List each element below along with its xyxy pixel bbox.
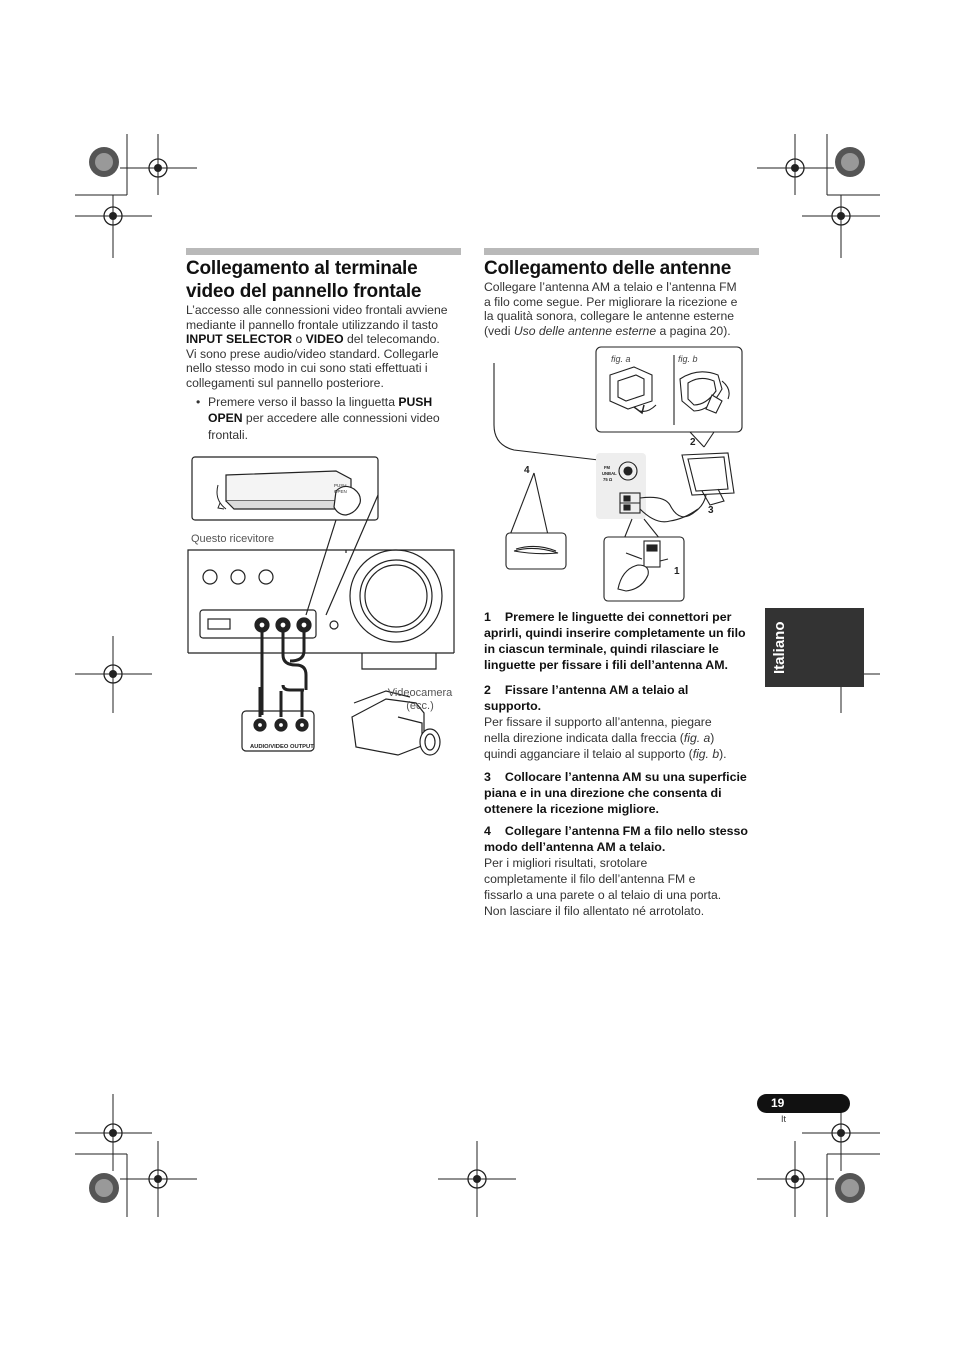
text-line	[208, 394, 461, 410]
callout-1: 1	[674, 566, 680, 577]
heading-line: video del pannello frontale	[186, 281, 422, 302]
bullet-marker: •	[196, 395, 201, 409]
text-line: Collegare l’antenna AM a telaio e l’antenna FM	[484, 280, 737, 294]
text-line: nello stesso modo in cui sono stati effettuati i	[186, 361, 428, 376]
text-line: completamente il filo dell’antenna FM e	[484, 872, 696, 886]
text-line	[484, 324, 760, 339]
heading-line: Collegamento al terminale	[186, 258, 418, 279]
front-panel-illustration	[186, 455, 461, 765]
text-fragment: o	[292, 332, 306, 347]
text-line: la qualità sonora, collegare le antenne esterne	[484, 309, 735, 324]
text-line: (ecc.)	[406, 700, 434, 712]
push-tab-label: PUSH	[334, 483, 347, 488]
text-fragment: ).	[719, 747, 727, 761]
text-fragment: per accedere alle connessioni video	[242, 411, 440, 426]
antenna-intro-paragraph	[484, 280, 760, 338]
fig-a-label: fig. a	[611, 354, 631, 364]
text-line	[208, 410, 461, 426]
text-line: Per fissare il supporto all’antenna, piegare	[484, 715, 712, 729]
text-fragment: (vedi	[484, 323, 514, 338]
antenna-illustration	[484, 345, 764, 607]
step-number: 1	[484, 610, 491, 624]
text-line: aprirli, quindi inserire completamente un filo	[484, 626, 746, 640]
fm-terminal-label: UNBAL	[602, 471, 617, 476]
text-line: piana e in una direzione che consenta di	[484, 786, 722, 800]
text-fragment: Premere le linguette dei connettori per	[504, 610, 732, 624]
text-line: modo dell’antenna AM a telaio.	[484, 840, 666, 854]
callout-4: 4	[524, 465, 530, 476]
text-line	[484, 746, 764, 762]
text-line: frontali.	[208, 427, 248, 442]
text-line: a filo come segue. Per migliorare la ricezione e	[484, 294, 738, 309]
key-video: VIDEO	[305, 332, 344, 347]
text-line: Vi sono prese audio/video standard. Collegarle	[186, 346, 439, 361]
section-rule-left	[186, 248, 461, 255]
step-number: 2	[484, 683, 491, 697]
section-heading-video	[186, 257, 421, 303]
text-fragment: nella direzione indicata dalla freccia (	[484, 731, 684, 745]
text-line: collegamenti sul pannello posteriore.	[186, 375, 384, 390]
step-3	[484, 769, 764, 817]
text-line: fissarlo a una parete o al telaio di una porta.	[484, 888, 722, 902]
callout-2: 2	[690, 437, 696, 448]
push-open-bullet	[196, 394, 461, 443]
text-line	[484, 730, 764, 746]
text-line	[484, 609, 764, 625]
text-line	[484, 682, 764, 698]
step-number: 3	[484, 770, 491, 784]
section-heading-antennas: Collegamento delle antenne	[484, 258, 732, 279]
step-4-body	[484, 855, 764, 919]
key-input-selector: INPUT SELECTOR	[186, 332, 293, 347]
key-open: OPEN	[208, 411, 243, 426]
text-fragment: quindi agganciare il telaio al supporto (	[484, 747, 693, 761]
av-output-label: AUDIO/VIDEO OUTPUT	[250, 744, 314, 750]
language-tab-label: Italiano	[771, 621, 788, 675]
text-fragment: a pagina 20).	[656, 323, 731, 338]
key-push: PUSH	[398, 395, 433, 409]
fig-ref: fig. b	[692, 747, 720, 761]
camera-caption	[380, 687, 460, 713]
text-line: L’accesso alle connessioni video frontali avviene	[186, 303, 448, 317]
text-line: Non lasciare il filo allentato né arrotolato.	[484, 904, 705, 918]
text-line: mediante il pannello frontale utilizzando il tasto	[186, 317, 439, 332]
text-line: supporto.	[484, 699, 542, 713]
language-tab	[765, 608, 864, 687]
step-1	[484, 609, 764, 673]
video-intro-paragraph	[186, 303, 461, 391]
push-tab-label: OPEN	[334, 489, 347, 494]
text-line	[186, 332, 461, 347]
text-line: ottenere la ricezione migliore.	[484, 802, 659, 816]
fig-ref: fig. a	[683, 731, 711, 745]
text-line	[484, 769, 764, 785]
text-fragment: del telecomando.	[343, 332, 440, 347]
callout-3: 3	[708, 505, 714, 516]
text-line: Videocamera	[387, 687, 453, 699]
text-fragment: Premere verso il basso la linguetta	[208, 395, 399, 409]
step-4-title	[484, 823, 764, 855]
step-2-title	[484, 682, 764, 714]
fig-b-label: fig. b	[678, 354, 698, 364]
fm-terminal-label: 75 Ω	[603, 477, 613, 482]
text-line: in ciascun terminale, quindi rilasciare le	[484, 642, 719, 656]
page-number-badge	[757, 1094, 850, 1113]
text-fragment: Collegare l’antenna FM a filo nello stesso	[504, 824, 748, 838]
text-line: Per i migliori risultati, srotolare	[484, 856, 648, 870]
page-language-code: It	[781, 1114, 787, 1124]
text-fragment: Collocare l’antenna AM su una superficie	[504, 770, 747, 784]
section-rule-right	[484, 248, 759, 255]
text-line: linguette per fissare i fili dell’antenna AM.	[484, 658, 728, 672]
receiver-caption: Questo ricevitore	[191, 533, 275, 545]
step-number: 4	[484, 824, 491, 838]
text-fragment: )	[710, 731, 715, 745]
fm-terminal-label: FM	[604, 465, 611, 470]
text-line	[484, 823, 764, 839]
text-fragment: Fissare l’antenna AM a telaio al	[504, 683, 689, 697]
page-number: 19	[771, 1096, 785, 1110]
step-2-body	[484, 714, 764, 762]
reference-link: Uso delle antenne esterne	[513, 323, 657, 338]
